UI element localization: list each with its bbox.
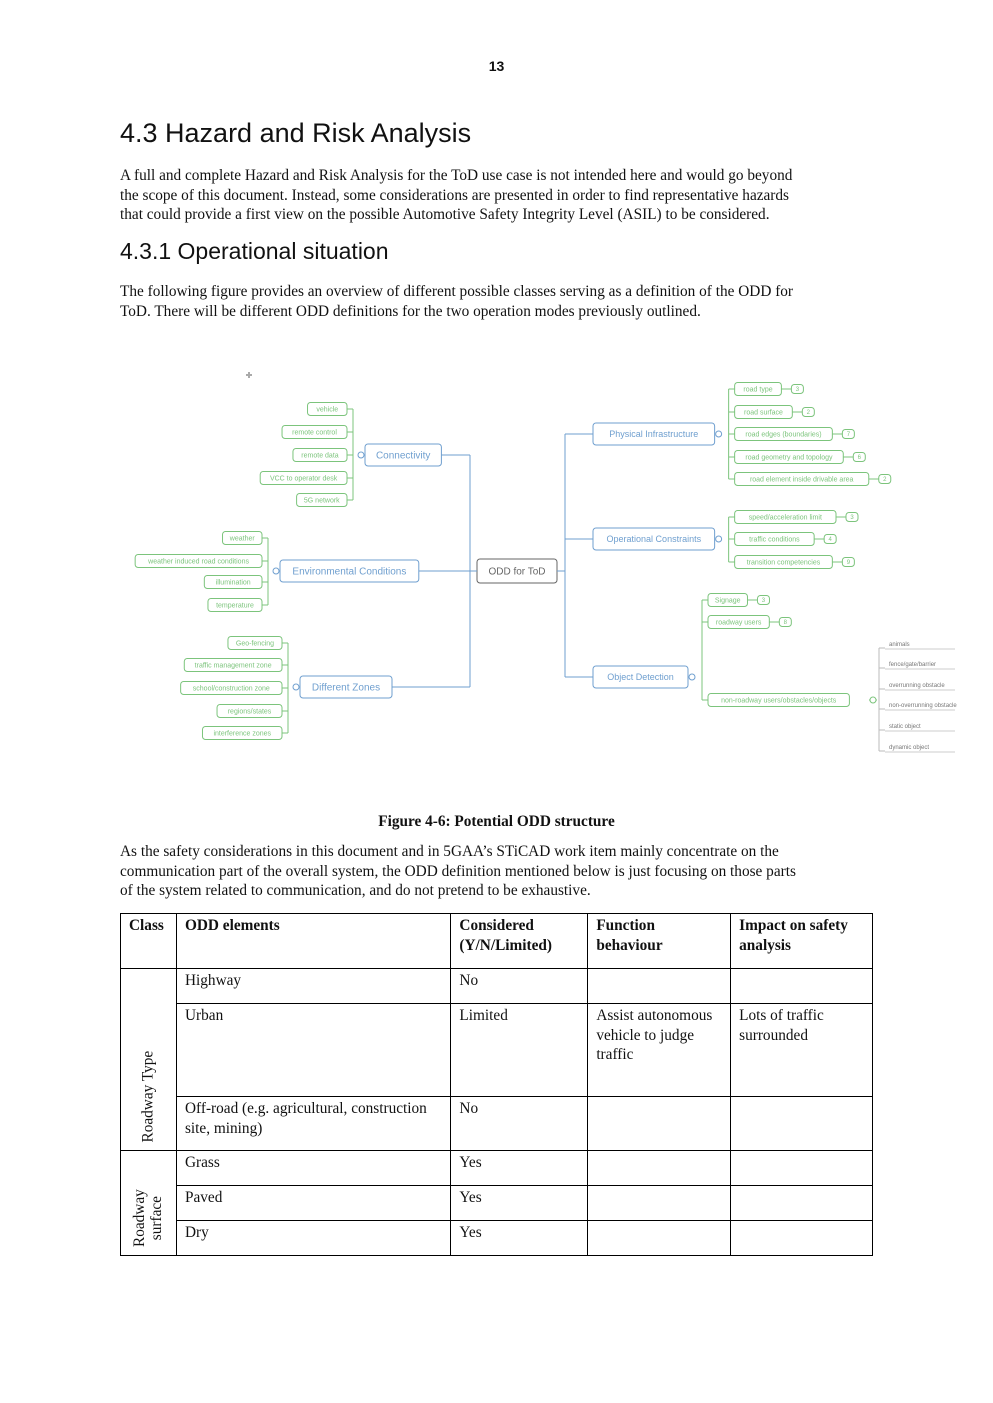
figure-caption: Figure 4-6: Potential ODD structure [378,813,615,830]
text-line: communication part of the overall system, the ODD definition mentioned below is just focusing on those parts [120,862,796,880]
text-line: As the safety considerations in this document and in 5GAA’s STiCAD work item mainly concentrate on the [120,843,779,860]
text-line: the scope of this document. Instead, some considerations are presented in order to find representative hazards [120,186,790,204]
sub-leaf-label: dynamic object [889,745,930,751]
scope-paragraph [120,842,870,901]
table-cell: No [451,969,588,1004]
table-cell [731,969,873,1004]
header-odd-elements: ODD elements [176,914,450,969]
class-label [131,1189,165,1247]
count-badge-label: 2 [806,410,810,417]
table-cell: Limited [451,1004,588,1097]
text-line: that could provide a first view on the possible Automotive Safety Integrity Level (ASIL) to be considered. [120,206,770,223]
odd-paragraph [120,282,870,321]
table-cell [588,1186,731,1221]
left-branch-node-label: Different Zones [311,682,381,694]
count-badge-label: 7 [846,432,851,439]
count-badge-label: 2 [883,477,887,484]
connector-dot [293,684,299,690]
right-leaf-node-label: transition competencies [746,559,821,567]
table-cell: Dry [176,1221,450,1256]
table-cell: No [451,1097,588,1151]
header-function-behaviour: Function behaviour [588,914,731,969]
table-cell: Highway [176,969,450,1004]
sub-leaf-label: animals [889,642,910,648]
table-cell: Off-road (e.g. agricultural, construction site, mining) [176,1097,450,1151]
connector-dot [273,568,279,574]
left-leaf-node-label: remote control [292,429,337,437]
connector-dot [870,697,876,703]
right-branch-node-label: Physical Infrastructure [609,429,699,440]
left-leaf-node-label: weather induced road conditions [148,558,249,566]
connector-dot [689,674,695,680]
text-line: A full and complete Hazard and Risk Analysis for the ToD use case is not intended here and would go beyond [120,167,793,184]
table-row [121,1004,873,1097]
table-cell [731,1221,873,1256]
right-leaf-node-label: road type [743,386,773,394]
class-cell-roadway-type [121,969,177,1151]
table-cell: Urban [176,1004,450,1097]
left-leaf-node-label: 5G network [303,497,340,505]
table-cell: Yes [451,1186,588,1221]
right-leaf-node-label: road geometry and topology [745,454,833,462]
table-row [121,1151,873,1186]
table-cell [588,1151,731,1186]
table-header-row [121,914,873,969]
table-cell: Yes [451,1221,588,1256]
right-leaf-node-label: road element inside drivable area [749,476,854,484]
header-impact: Impact on safety analysis [731,914,873,969]
sub-leaf-label: non-overrunning obstacle [889,703,957,709]
table-cell [731,1097,873,1151]
left-branch-node-label: Connectivity [375,450,431,462]
plus-icon [246,372,252,378]
left-leaf-node-label: traffic management zone [194,662,272,670]
header-class: Class [121,914,177,969]
left-leaf-node-label: interference zones [213,730,272,738]
mindmap-root-label: ODD for ToD [488,566,546,578]
left-leaf-node-label: weather [229,535,255,543]
count-badge-label: 4 [828,537,832,544]
table-cell [588,1097,731,1151]
text-line: The following figure provides an overview of different possible classes serving as a definition of the ODD for [120,283,794,300]
left-leaf-node-label: school/construction zone [192,685,270,693]
count-badge-label: 9 [846,560,851,567]
class-label-line: surface [148,1196,166,1241]
connector-dot [358,452,364,458]
sub-leaf-label: overrunning obstacle [889,683,945,689]
left-leaf-node-label: vehicle [316,406,339,414]
left-leaf-node-label: remote data [301,452,339,460]
table-cell [588,969,731,1004]
count-badge-label: 8 [783,620,787,627]
left-leaf-node-label: regions/states [227,708,272,716]
right-leaf-node-label: roadway users [715,619,762,627]
class-label-line: Roadway [131,1189,149,1247]
table-row [121,1097,873,1151]
right-leaf-node-label: Signage [714,597,741,605]
subsection-heading: 4.3.1 Operational situation [120,238,389,264]
right-branch-node-label: Object Detection [607,672,674,683]
left-leaf-node-label: VCC to operator desk [269,475,338,483]
left-branch-node-label: Environmental Conditions [292,566,407,578]
table-row [121,1221,873,1256]
table-cell: Grass [176,1151,450,1186]
left-leaf-node-label: temperature [216,602,254,610]
right-leaf-node-label: road surface [744,409,783,417]
sub-leaf-label: static object [889,724,921,730]
table-row [121,1186,873,1221]
connector-dot [716,536,722,542]
count-badge-label: 3 [850,515,854,522]
right-leaf-node-label: speed/acceleration limit [748,514,822,522]
left-leaf-node-label: Geo-fencing [235,640,275,648]
odd-mindmap-figure [115,365,975,765]
intro-paragraph [120,166,870,225]
header-considered: Considered (Y/N/Limited) [451,914,588,969]
class-label: Roadway Type [139,1050,157,1142]
table-cell: Paved [176,1186,450,1221]
table-cell [731,1151,873,1186]
table-cell: Assist autonomous vehicle to judge traffic [588,1004,731,1097]
right-branch-node-label: Operational Constraints [606,534,702,545]
connector-dot [716,431,722,437]
table-cell [588,1221,731,1256]
table-cell: Lots of traffic surrounded [731,1004,873,1097]
page-number: 13 [488,58,505,74]
table-cell [731,1186,873,1221]
left-leaf-node-label: illumination [215,579,251,587]
count-badge-label: 3 [795,387,800,394]
right-leaf-node-label: traffic conditions [749,536,800,544]
count-badge-label: 6 [857,455,861,462]
class-cell-roadway-surface [121,1151,177,1256]
table-row [121,969,873,1004]
odd-table [120,913,873,1256]
text-line: of the system related to communication, and do not pretend to be exhaustive. [120,882,591,899]
section-heading: 4.3 Hazard and Risk Analysis [120,118,472,148]
sub-leaf-label: fence/gate/barrier [889,662,937,668]
right-leaf-node-label: non-roadway users/obstacles/objects [721,697,837,705]
right-leaf-node-label: road edges (boundaries) [745,431,822,439]
text-line: ToD. There will be different ODD definitions for the two operation modes previously outlined. [120,302,701,320]
count-badge-label: 3 [761,598,766,605]
table-cell: Yes [451,1151,588,1186]
